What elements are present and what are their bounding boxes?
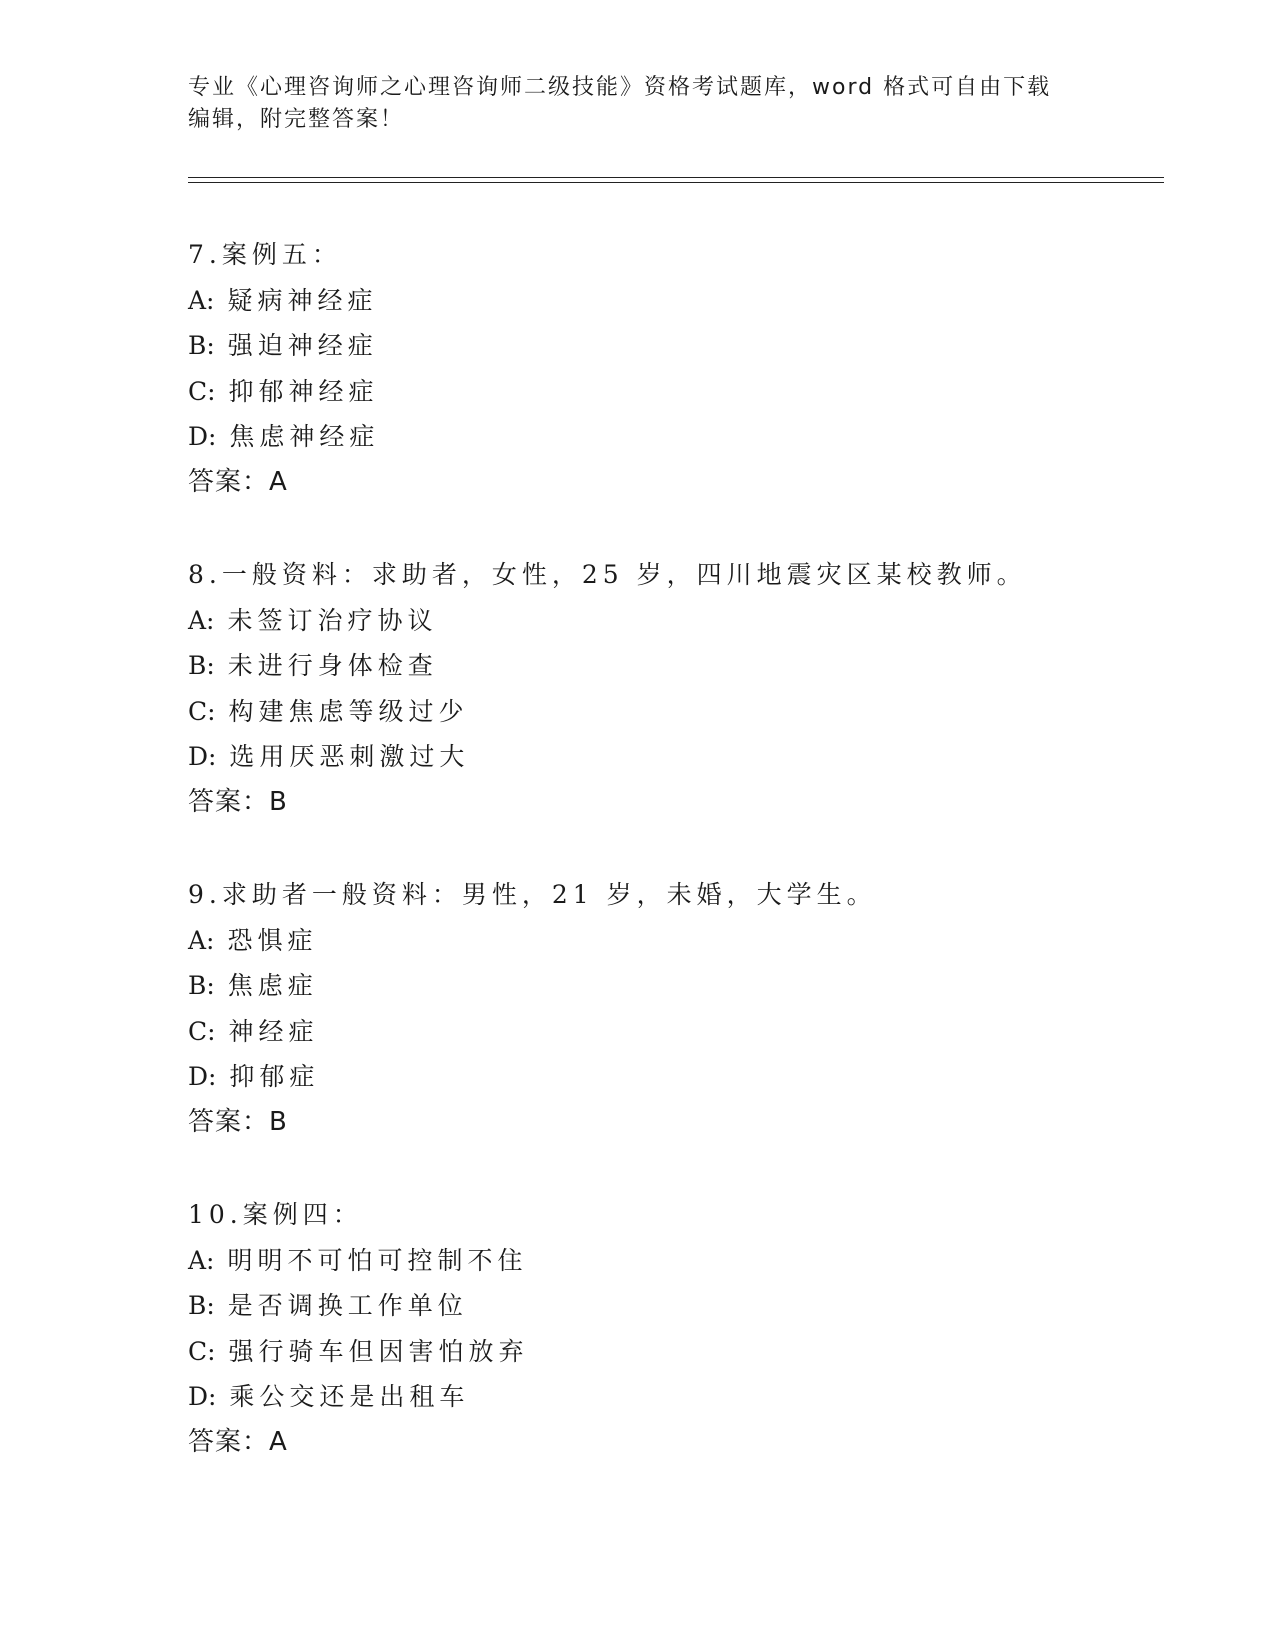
option-text: 疑病神经症 — [227, 285, 378, 315]
option-letter: D: — [188, 422, 217, 451]
option-text: 乘公交还是出租车 — [229, 1382, 470, 1411]
option-b — [188, 1283, 1138, 1329]
option-a — [188, 278, 1138, 324]
option-text: 选用厌恶刺激过大 — [229, 742, 470, 771]
question-9 — [188, 872, 1138, 1145]
option-letter: B: — [188, 1291, 215, 1320]
option-d — [188, 1374, 1138, 1420]
option-letter: D: — [188, 1062, 217, 1091]
document-header — [188, 72, 1088, 136]
option-a — [188, 1238, 1138, 1284]
option-d — [188, 414, 1138, 460]
option-a — [188, 918, 1138, 964]
option-d — [188, 734, 1138, 780]
option-letter: A: — [188, 1245, 215, 1275]
option-text: 恐惧症 — [227, 925, 318, 955]
option-c — [188, 689, 1138, 735]
option-letter: D: — [188, 1382, 217, 1411]
option-text: 焦虑神经症 — [229, 422, 380, 451]
option-b — [188, 323, 1138, 369]
header-divider-top — [188, 177, 1164, 178]
option-text: 神经症 — [228, 1016, 319, 1046]
question-8 — [188, 552, 1138, 825]
header-line-1: 专业《心理咨询师之心理咨询师二级技能》资格考试题库，word 格式可自由下载 — [188, 75, 1052, 100]
option-letter: C: — [188, 1336, 216, 1366]
question-title: 8.一般资料：求助者，女性，25 岁，四川地震灾区某校教师。 — [188, 560, 1027, 589]
answer: 答案：A — [188, 1426, 288, 1457]
option-letter: A: — [188, 925, 215, 955]
question-title: 10.案例四： — [188, 1200, 363, 1229]
option-b — [188, 643, 1138, 689]
option-letter: A: — [188, 605, 215, 635]
question-7 — [188, 232, 1138, 505]
option-text: 未进行身体检查 — [227, 651, 438, 680]
option-letter: C: — [188, 1016, 216, 1046]
answer: 答案：B — [188, 786, 288, 817]
option-a — [188, 598, 1138, 644]
option-text: 未签订治疗协议 — [227, 605, 438, 635]
option-c — [188, 1009, 1138, 1055]
option-letter: B: — [188, 971, 215, 1000]
option-text: 抑郁症 — [229, 1062, 320, 1091]
question-10 — [188, 1192, 1138, 1465]
question-title: 9.求助者一般资料：男性，21 岁，未婚，大学生。 — [188, 880, 877, 909]
option-b — [188, 963, 1138, 1009]
option-text: 强行骑车但因害怕放弃 — [228, 1336, 529, 1366]
option-c — [188, 369, 1138, 415]
option-text: 强迫神经症 — [227, 331, 378, 360]
option-letter: B: — [188, 331, 215, 360]
option-d — [188, 1054, 1138, 1100]
option-letter: C: — [188, 376, 216, 406]
header-divider-bottom — [188, 182, 1164, 183]
option-letter: A: — [188, 285, 215, 315]
header-line-2: 编辑，附完整答案！ — [188, 107, 405, 132]
option-letter: C: — [188, 696, 216, 726]
option-text: 焦虑症 — [227, 971, 318, 1000]
option-text: 构建焦虑等级过少 — [228, 696, 469, 726]
answer: 答案：B — [188, 1106, 288, 1137]
option-letter: B: — [188, 651, 215, 680]
option-text: 抑郁神经症 — [228, 376, 379, 406]
option-text: 明明不可怕可控制不住 — [227, 1245, 528, 1275]
answer: 答案：A — [188, 466, 288, 497]
question-title: 7.案例五： — [188, 240, 342, 269]
option-letter: D: — [188, 742, 217, 771]
option-c — [188, 1329, 1138, 1375]
option-text: 是否调换工作单位 — [227, 1291, 468, 1320]
